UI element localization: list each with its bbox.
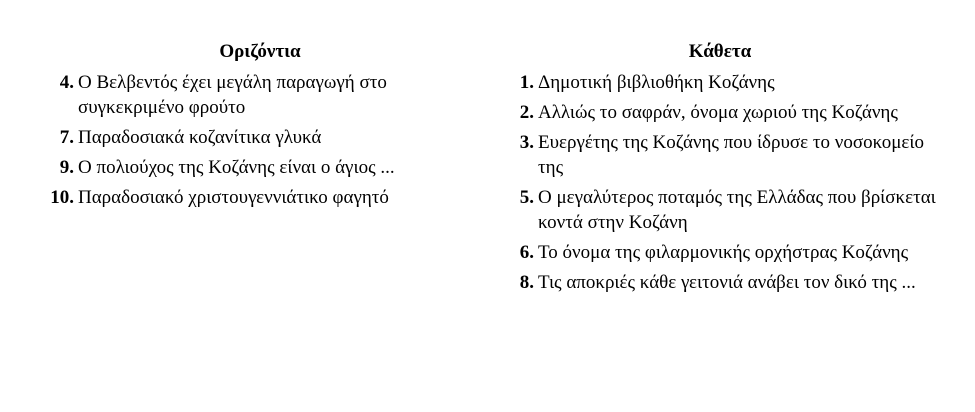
clue-number: 5. — [519, 187, 534, 208]
clue-text: Αλλιώς το σαφράν, όνομα χωριού της Κοζάνης — [538, 102, 898, 123]
clue-text: Ευεργέτης της Κοζάνης που ίδρυσε το νοσοκομείο της — [538, 132, 925, 178]
clue-number: 10. — [50, 187, 74, 208]
clue-text: Παραδοσιακό χριστουγεννιάτικο φαγητό — [78, 187, 389, 208]
clue-item — [500, 240, 940, 265]
clue-text: Τις αποκριές κάθε γειτονιά ανάβει τον δικό της ... — [538, 272, 916, 293]
clue-number: 2. — [519, 102, 534, 123]
vertical-clue-list — [500, 70, 940, 295]
clue-number: 1. — [519, 72, 534, 93]
clue-item — [500, 185, 940, 235]
horizontal-clues-column — [40, 40, 470, 215]
clue-item — [40, 185, 470, 210]
clue-number: 7. — [59, 127, 74, 148]
clue-text: Ο πολιούχος της Κοζάνης είναι ο άγιος ... — [78, 157, 395, 178]
clue-number: 8. — [519, 272, 534, 293]
horizontal-heading: Οριζόντια — [219, 41, 301, 62]
clue-text: Ο Βελβεντός έχει μεγάλη παραγωγή στο συγκεκριμένο φρούτο — [78, 72, 387, 118]
clue-item — [40, 125, 470, 150]
clue-text: Το όνομα της φιλαρμονικής ορχήστρας Κοζάνης — [538, 242, 909, 263]
clue-text: Δημοτική βιβλιοθήκη Κοζάνης — [538, 72, 775, 93]
clue-item — [500, 270, 940, 295]
vertical-heading: Κάθετα — [688, 41, 752, 62]
clue-item — [40, 70, 470, 120]
clue-number: 3. — [519, 132, 534, 153]
clue-number: 6. — [519, 242, 534, 263]
vertical-clues-column — [500, 40, 940, 300]
clue-item — [500, 70, 940, 95]
clue-text: Ο μεγαλύτερος ποταμός της Ελλάδας που βρίσκεται κοντά στην Κοζάνη — [538, 187, 936, 233]
clue-number: 9. — [59, 157, 74, 178]
clue-item — [500, 130, 940, 180]
clue-number: 4. — [59, 72, 74, 93]
clue-item — [500, 100, 940, 125]
clue-item — [40, 155, 470, 180]
clue-text: Παραδοσιακά κοζανίτικα γλυκά — [78, 127, 322, 148]
horizontal-clue-list — [40, 70, 470, 210]
